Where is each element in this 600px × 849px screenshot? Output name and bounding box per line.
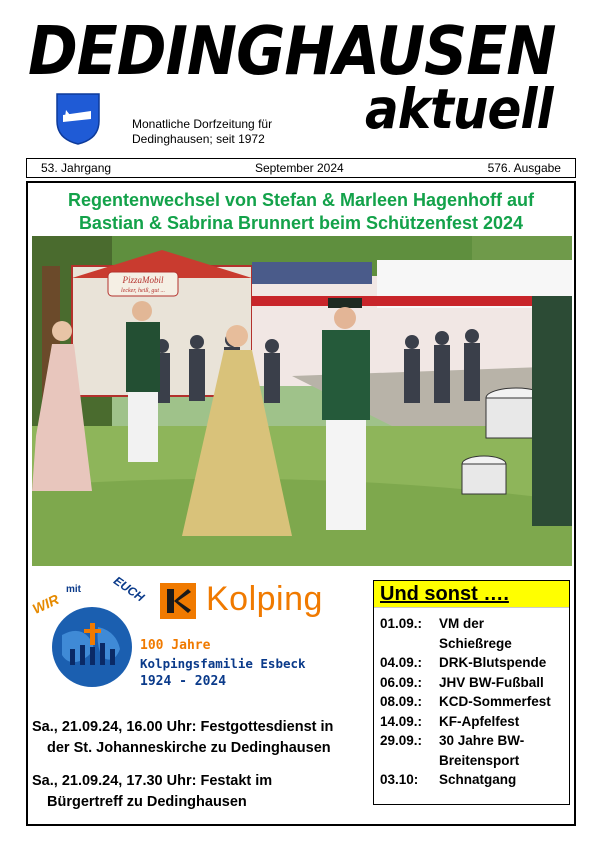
list-item xyxy=(380,731,569,751)
list-item-text: Schnatgang xyxy=(439,772,517,787)
masthead-subtitle: aktuell xyxy=(365,77,553,142)
list-item-cont xyxy=(380,751,569,771)
list-item-text: JHV BW-Fußball xyxy=(439,674,544,690)
list-item-text: Breitensport xyxy=(439,752,520,768)
list-item xyxy=(380,614,569,634)
headline-line-1: Regentenwechsel von Stefan & Marleen Hagenhoff auf xyxy=(67,190,535,210)
list-item-text: KF-Apfelfest xyxy=(439,713,520,729)
list-item xyxy=(380,653,569,673)
event-item xyxy=(32,717,333,759)
jubilee-years: 100 Jahre xyxy=(140,638,211,653)
list-item-date: 14.09.: xyxy=(380,713,423,729)
list-item-date: 06.09.: xyxy=(380,674,423,690)
coat-of-arms-icon xyxy=(56,93,100,145)
list-item-cont xyxy=(380,634,569,654)
issue-volume: 53. Jahrgang xyxy=(41,161,112,175)
cover-frame xyxy=(26,181,576,826)
event-line-2: der St. Johanneskirche zu Dedinghausen xyxy=(47,740,331,756)
cover-photo xyxy=(32,236,572,566)
list-item-text: VM der xyxy=(439,616,485,631)
tagline-line-2: Dedinghausen; seit 1972 xyxy=(132,132,265,146)
list-item-text: 30 Jahre BW- xyxy=(439,733,525,748)
und-sonst-list xyxy=(374,608,569,790)
tagline-line-1: Monatliche Dorfzeitung für xyxy=(132,117,273,131)
kolping-brand: Kolping xyxy=(206,580,323,618)
issue-month: September 2024 xyxy=(254,161,344,175)
list-item-date: 29.09.: xyxy=(380,733,423,748)
list-item xyxy=(380,712,569,732)
masthead-title: DEDINGHAUSEN xyxy=(28,12,556,91)
list-item-text: Schießrege xyxy=(439,635,512,651)
jubilee-range: 1924 - 2024 xyxy=(140,674,227,689)
list-item xyxy=(380,692,569,712)
mit-text: mit xyxy=(66,584,81,595)
globe-icon xyxy=(50,605,134,689)
issue-edition: 576. Ausgabe xyxy=(487,161,561,175)
list-item-date: 08.09.: xyxy=(380,694,423,709)
cover-headline xyxy=(28,189,574,235)
list-item xyxy=(380,770,569,790)
list-item-text: DRK-Blutspende xyxy=(439,655,547,670)
event-item xyxy=(32,771,272,813)
headline-line-2: Bastian & Sabrina Brunnert beim Schützenfest 2024 xyxy=(78,213,524,233)
food-truck-sign: PizzaMobil xyxy=(122,275,164,285)
jubilee-family: Kolpingsfamilie Esbeck xyxy=(140,656,306,671)
event-line-1: Sa., 21.09.24, 17.30 Uhr: Festakt im xyxy=(32,773,273,789)
event-line-1: Sa., 21.09.24, 16.00 Uhr: Festgottesdienst in xyxy=(32,719,334,735)
list-item-text: KCD-Sommerfest xyxy=(439,694,551,709)
event-line-2: Bürgertreff zu Dedinghausen xyxy=(47,794,247,810)
list-item-date: 04.09.: xyxy=(380,655,423,670)
wir-text: WIR xyxy=(29,590,62,618)
und-sonst-title xyxy=(374,581,569,608)
und-sonst-box xyxy=(373,580,570,805)
und-sonst-title-text: Und sonst …. xyxy=(380,583,509,605)
euch-text: EUCH xyxy=(111,573,147,605)
food-truck-slogan: lecker, heiß, gut ... xyxy=(121,288,165,294)
kolping-jubilee xyxy=(140,637,306,691)
kolping-advert xyxy=(28,575,368,715)
tagline xyxy=(132,117,272,147)
list-item-date: 01.09.: xyxy=(380,616,423,631)
list-item-date: 03.10: xyxy=(380,772,419,787)
kolping-logo-icon xyxy=(160,583,196,619)
issue-info-bar xyxy=(26,158,576,178)
list-item xyxy=(380,673,569,693)
